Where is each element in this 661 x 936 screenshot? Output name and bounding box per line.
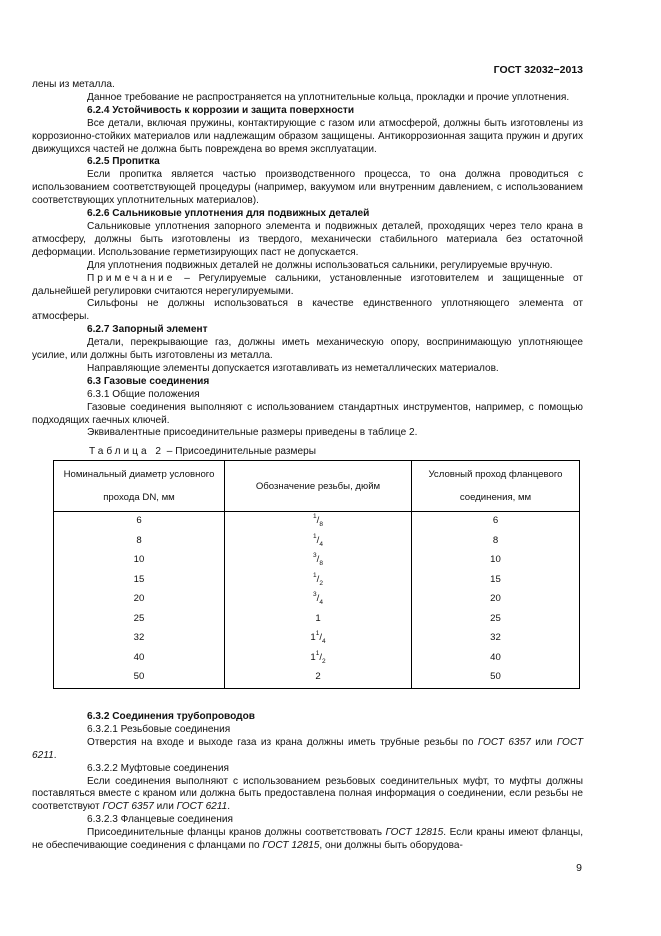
thread-numerator: 1 — [315, 630, 320, 638]
paragraph: Эквивалентные присоединительные размеры приведены в таблице 2. — [87, 427, 418, 439]
thread-denominator: 8 — [319, 521, 323, 529]
text-run: или — [530, 736, 557, 748]
dn-cell: 8 — [54, 532, 225, 552]
fraction-slash: / — [316, 593, 320, 605]
dn-cell: 10 — [54, 551, 225, 571]
thread-denominator: 4 — [319, 540, 323, 548]
paragraph: Все детали, включая пружины, контактирующие с газом или атмосферой, должны быть изготовлены из коррозионно-стойких материалов или надлежащим образом защищены. Антикоррозионная защита пружин и других движущихся частей не должна быть повреждена во время эксплуатации. — [32, 117, 583, 155]
paragraph: Газовые соединения выполняют с использованием стандартных инструментов, например, с помощью подходящих гаечных ключей. — [32, 401, 583, 426]
thread-denominator: 2 — [319, 579, 323, 587]
table-row — [54, 571, 580, 591]
paragraph — [32, 737, 583, 763]
paragraph: Сальниковые уплотнения запорного элемента и подвижных деталей, проходящих через тело крана в атмосферу, должны быть изготовлены из твердого, механически стабильного материала без остаточной деформации. Использование герметизирующих паст не допускается. — [32, 220, 583, 258]
dn-cell: 15 — [54, 571, 225, 591]
text-run: , они должны быть оборудова- — [319, 840, 463, 852]
dn-cell: 50 — [54, 668, 225, 688]
standard-reference: ГОСТ 12815 — [385, 827, 444, 839]
fraction-slash: / — [316, 534, 320, 546]
note — [32, 273, 583, 299]
column-header: Номинальный диаметр условного прохода DN, мм — [54, 461, 225, 512]
thread-numerator: 3 — [313, 552, 317, 560]
dn-cell: 32 — [54, 629, 225, 649]
thread-whole: 1 — [310, 651, 316, 663]
flange-cell: 32 — [412, 629, 580, 649]
thread-cell — [225, 551, 412, 571]
table-row — [54, 668, 580, 688]
thread-cell — [225, 649, 412, 669]
table-header-row — [54, 461, 580, 512]
page-number: 9 — [576, 862, 582, 874]
table-row — [54, 551, 580, 571]
thread-numerator: 1 — [313, 513, 317, 521]
subsection-heading: 6.3.2.2 Муфтовые соединения — [87, 762, 229, 774]
document-code-header: ГОСТ 32032−2013 — [493, 64, 583, 76]
thread-cell — [225, 512, 412, 532]
paragraph: Данное требование не распространяется на уплотнительные кольца, прокладки и прочие уплотнения. — [87, 91, 570, 103]
text-run: . — [227, 801, 231, 813]
thread-numerator: 3 — [313, 591, 317, 599]
column-header: Обозначение резьбы, дюйм — [225, 461, 412, 512]
thread-numerator: 1 — [315, 649, 320, 657]
fraction-slash: / — [319, 651, 322, 663]
note-label: Примечание — [87, 272, 176, 284]
connection-sizes-table — [53, 460, 580, 689]
flange-cell: 25 — [412, 610, 580, 630]
thread-cell — [225, 571, 412, 591]
text-run: или — [153, 801, 177, 813]
fraction-slash: / — [316, 573, 320, 585]
fraction-slash: / — [319, 632, 322, 644]
thread-cell — [225, 668, 412, 688]
thread-cell — [225, 629, 412, 649]
text-run: Отверстия на входе и выходе газа из крана должны иметь трубные резьбы по — [87, 736, 478, 748]
flange-cell: 50 — [412, 668, 580, 688]
standard-reference: ГОСТ 6211 — [176, 801, 228, 813]
section-heading: 6.2.4 Устойчивость к коррозии и защита поверхности — [87, 104, 355, 116]
standard-reference: ГОСТ 12815 — [262, 840, 320, 852]
table-row — [54, 649, 580, 669]
section-heading: 6.3.2 Соединения трубопроводов — [87, 711, 255, 722]
standard-reference: ГОСТ 6357 — [477, 736, 531, 748]
flange-cell: 40 — [412, 649, 580, 669]
paragraph: лены из металла. — [32, 79, 115, 90]
note-text: – Регулируемые сальники, установленные изготовителем и защищенные от дальнейшей регулировки считаются нерегулируемыми. — [32, 272, 583, 297]
thread-cell — [225, 610, 412, 630]
paragraph: Детали, перекрывающие газ, должны иметь механическую опору, воспринимающую уплотняющее усилие, или должны быть изготовлены из металла. — [32, 337, 583, 362]
standard-reference: ГОСТ 6357 — [102, 801, 154, 813]
thread-whole: 2 — [315, 671, 321, 683]
thread-cell — [225, 590, 412, 610]
table-row — [54, 590, 580, 610]
table-row — [54, 512, 580, 532]
text-run: Если соединения выполняют с использованием резьбовых соединительных муфт, то муфты должны поставляться вместе с краном или должна быть предоставлена полная информация о соединении, если резьбы не соответствуют — [32, 775, 583, 813]
body-text — [32, 79, 583, 440]
text-run: Присоединительные фланцы кранов должны соответствовать — [87, 827, 386, 839]
thread-denominator: 4 — [322, 638, 326, 646]
dn-cell: 40 — [54, 649, 225, 669]
subsection-heading: 6.3.2.3 Фланцевые соединения — [87, 814, 233, 826]
table-row — [54, 610, 580, 630]
flange-cell: 8 — [412, 532, 580, 552]
flange-cell: 20 — [412, 590, 580, 610]
thread-denominator: 2 — [322, 657, 326, 665]
paragraph: Сильфоны не должны использоваться в качестве единственного уплотняющего элемента от атмосферы. — [32, 298, 583, 323]
thread-numerator: 1 — [313, 532, 317, 540]
paragraph — [32, 827, 583, 853]
paragraph: Направляющие элементы допускается изготавливать из неметаллических материалов. — [87, 362, 499, 374]
thread-denominator: 8 — [319, 560, 323, 568]
subsection-heading: 6.3.1 Общие положения — [87, 388, 200, 400]
table-caption-text: – Присоединительные размеры — [164, 446, 316, 457]
paragraph: Если пропитка является частью производственного процесса, то она должна проводиться с использованием соответствующей процедуры (например, вакуумом или внутренним давлением, с использованием соответствующих уплотнительных материалов). — [32, 169, 583, 207]
flange-cell: 10 — [412, 551, 580, 571]
text-run: . — [53, 749, 57, 761]
flange-cell: 15 — [412, 571, 580, 591]
section-heading: 6.2.7 Запорный элемент — [87, 324, 208, 336]
body-text-lower — [32, 711, 583, 853]
fraction-slash: / — [316, 554, 320, 566]
fraction-slash: / — [316, 515, 320, 527]
table-caption-label: Таблица 2 — [89, 446, 164, 457]
paragraph: Для уплотнения подвижных деталей не должны использоваться сальники, регулируемые вручную. — [87, 259, 553, 271]
thread-numerator: 1 — [313, 571, 317, 579]
thread-cell — [225, 532, 412, 552]
section-heading: 6.2.6 Сальниковые уплотнения для подвижных деталей — [87, 208, 370, 220]
thread-denominator: 4 — [319, 599, 323, 607]
dn-cell: 25 — [54, 610, 225, 630]
standard-reference: ГОСТ 6211 — [32, 736, 583, 761]
section-heading: 6.3 Газовые соединения — [87, 375, 210, 387]
table-caption — [89, 446, 316, 459]
subsection-heading: 6.3.2.1 Резьбовые соединения — [87, 723, 231, 735]
column-header: Условный проход фланцевого соединения, мм — [412, 461, 580, 512]
paragraph — [32, 776, 583, 815]
flange-cell: 6 — [412, 512, 580, 532]
dn-cell: 6 — [54, 512, 225, 532]
text-run: . Если краны имеют фланцы, не обеспечивающие соединения с фланцами по — [32, 827, 584, 852]
dn-cell: 20 — [54, 590, 225, 610]
section-heading: 6.2.5 Пропитка — [87, 156, 160, 168]
thread-whole: 1 — [310, 632, 316, 644]
table-row — [54, 532, 580, 552]
thread-whole: 1 — [315, 612, 321, 624]
table-row — [54, 629, 580, 649]
